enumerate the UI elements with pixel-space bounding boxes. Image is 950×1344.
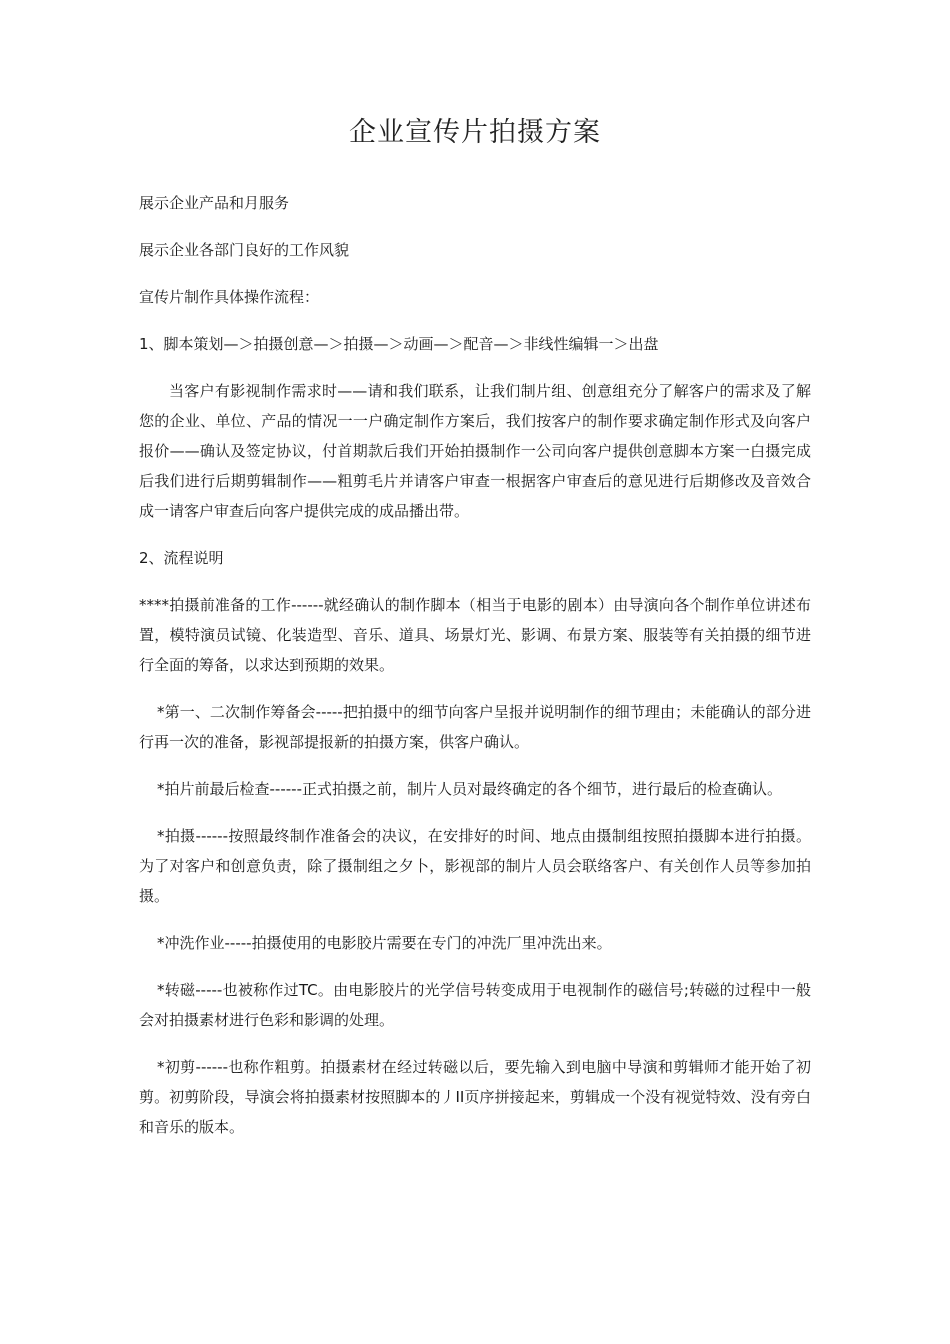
intro-paragraph: 当客户有影视制作需求时——请和我们联系，让我们制片组、创意组充分了解客户的需求及了解您的企业、单位、产品的情况一一户确定制作方案后，我们按客户的制作要求确定制作形式及向客户报价——确认及签定协议，付首期款后我们开始拍摄制作一公司向客户提供创意脚本方案一白摄完成后我们进行后期剪辑制作——粗剪毛片并请客户审查一根据客户审查后的意见进行后期修改及音效合成一请客户审查后向客户提供完成的成品播出带。 xyxy=(139,382,811,520)
prep-paragraph: ****拍摄前准备的工作------就经确认的制作脚本（相当于电影的剧本）由导演向各个制作单位讲述布置，模特演员试镜、化装造型、音乐、道具、场景灯光、影调、布景方案、服装等有关拍摄的细节进行全面的筹备，以求达到预期的效果。 xyxy=(139,596,811,674)
intro-line-2: 展示企业各部门良好的工作风貌 xyxy=(139,241,350,259)
page-title: 企业宣传片拍摄方案 xyxy=(349,117,601,148)
section-2-heading: 2、流程说明 xyxy=(139,549,224,567)
document-body xyxy=(139,188,811,1159)
process-heading: 宣传片制作具体操作流程： xyxy=(139,288,320,306)
process-steps: 1、脚本策划—＞拍摄创意—＞拍摄—＞动画—＞配音—＞非线性编辑一＞出盘 xyxy=(139,335,659,353)
intro-line-1: 展示企业产品和月服务 xyxy=(139,194,290,212)
item-production-meeting: *第一、二次制作筹备会-----把拍摄中的细节向客户呈报并说明制作的细节理由；未能确认的部分进行再一次的准备，影视部提报新的拍摄方案，供客户确认。 xyxy=(139,703,811,751)
item-final-check: *拍片前最后检查------正式拍摄之前，制片人员对最终确定的各个细节，进行最后的检查确认。 xyxy=(157,780,782,798)
item-rough-cut: *初剪------也称作粗剪。拍摄素材在经过转磁以后，要先输入到电脑中导演和剪辑师才能开始了初剪。初剪阶段，导演会将拍摄素材按照脚本的丿II页序拼接起来，剪辑成一个没有视觉特效、没有旁白和音乐的版本。 xyxy=(139,1058,811,1136)
item-telecine: *转磁-----也被称作过TC。由电影胶片的光学信号转变成用于电视制作的磁信号;转磁的过程中一般会对拍摄素材进行色彩和影调的处理。 xyxy=(139,981,811,1029)
item-shooting: *拍摄------按照最终制作准备会的决议，在安排好的时间、地点由摄制组按照拍摄脚本进行拍摄。为了对客户和创意负责，除了摄制组之夕卜，影视部的制片人员会联络客户、有关创作人员等参加拍摄。 xyxy=(139,827,811,905)
item-film-processing: *冲洗作业-----拍摄使用的电影胶片需要在专门的冲洗厂里冲洗出来。 xyxy=(157,934,612,952)
